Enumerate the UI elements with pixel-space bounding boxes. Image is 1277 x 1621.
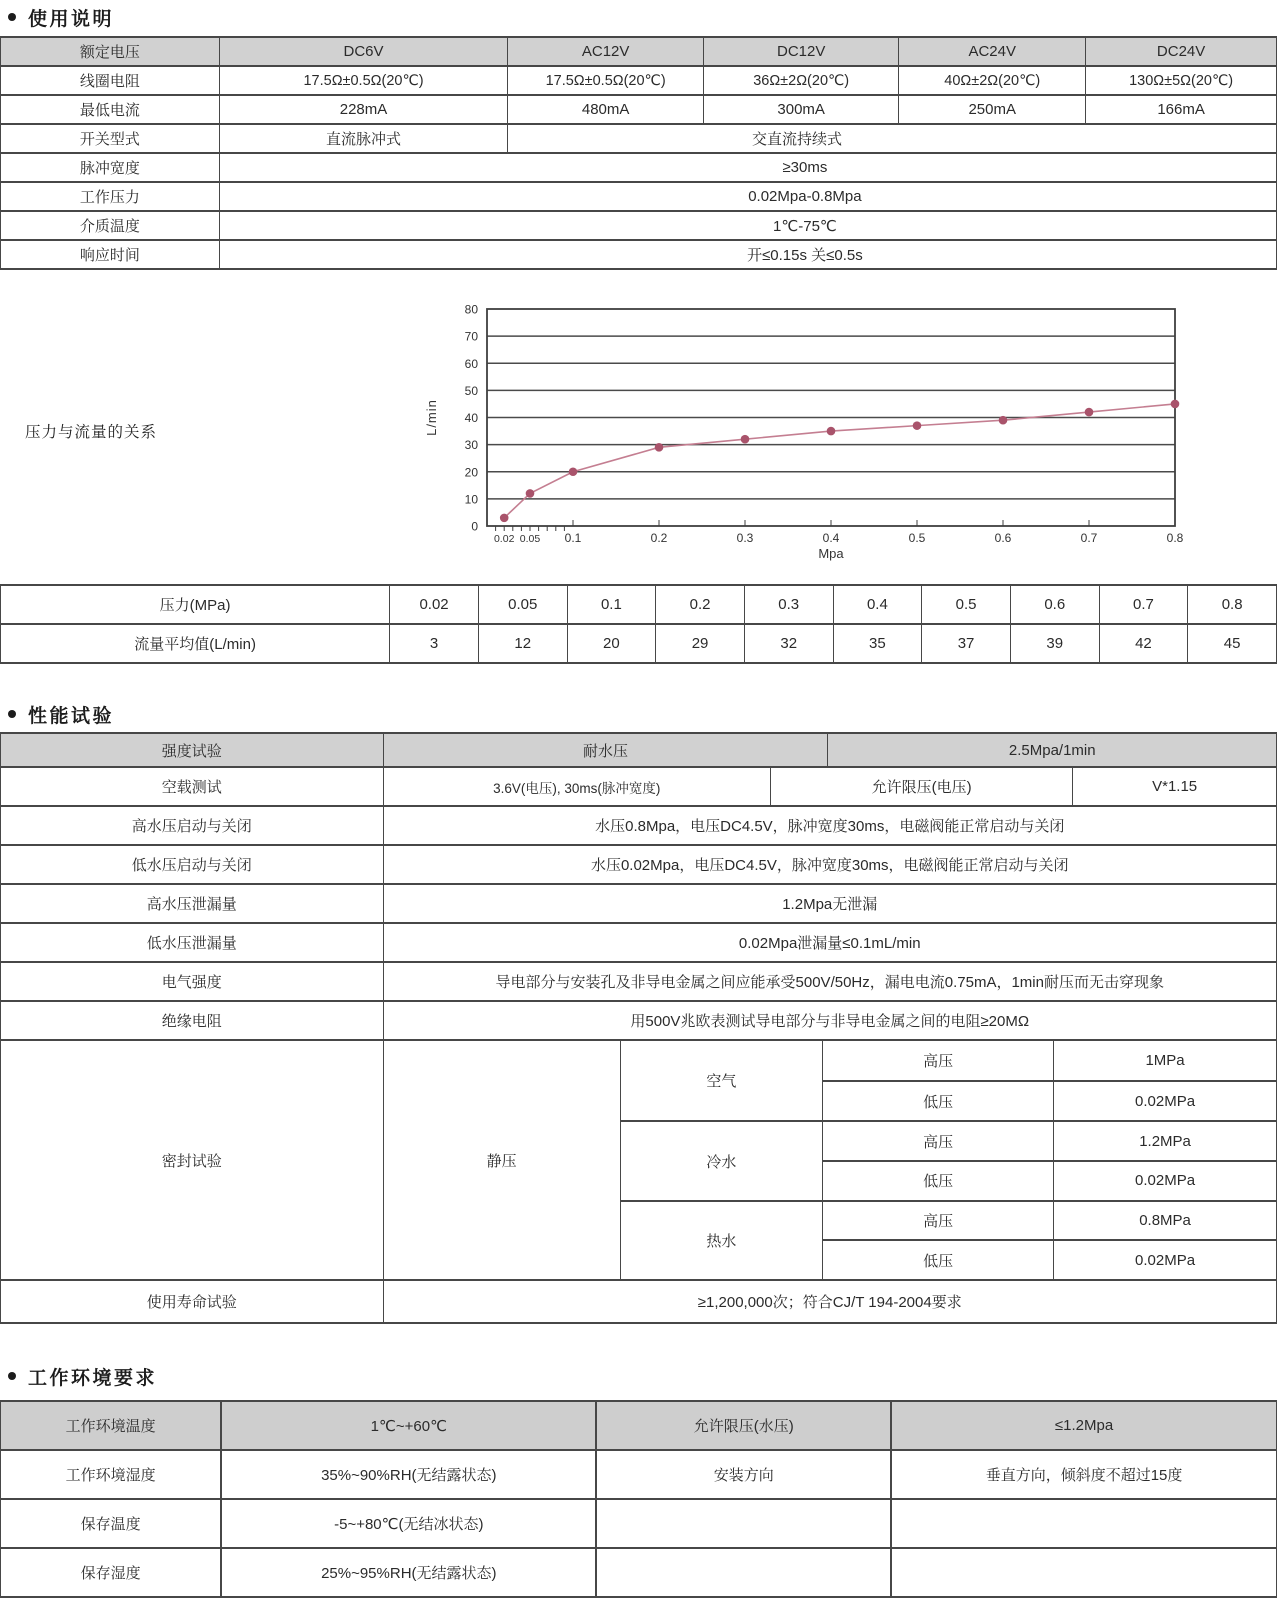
cell: 静压 (384, 1041, 621, 1279)
cell: 1MPa (1145, 1051, 1185, 1069)
y-tick-label: 70 (464, 329, 478, 344)
cell: V*1.15 (1152, 778, 1198, 795)
seal-groups (621, 1041, 1276, 1279)
cell (1086, 124, 1277, 153)
section-title-usage-text: 使用说明 (28, 8, 115, 30)
data-point (827, 427, 836, 436)
data-point (999, 416, 1008, 425)
x-tick-label: 0.3 (736, 531, 754, 545)
data-point (500, 514, 509, 523)
table-row (1, 124, 1277, 153)
flow-chart-section (0, 284, 1277, 561)
cell: 3.6V(电压), 30ms(脉冲宽度) (384, 768, 772, 805)
cell (891, 1499, 1276, 1548)
row-label: 使用寿命试验 (1, 1281, 384, 1322)
cell: 228mA (219, 95, 507, 124)
table-row (823, 1122, 1276, 1160)
row-label: 低水压泄漏量 (1, 924, 384, 961)
data-point (913, 421, 922, 430)
x-tick-label: 0.2 (650, 531, 668, 545)
row-label: 绝缘电阻 (1, 1002, 384, 1039)
cell: 32 (744, 624, 833, 663)
y-tick-label: 10 (464, 492, 478, 507)
cell: 高压 (823, 1041, 1054, 1080)
cell: 3 (390, 624, 479, 663)
table-row (1, 1281, 1276, 1322)
y-tick-label: 50 (464, 383, 478, 398)
cell: 42 (1099, 624, 1188, 663)
cell: 0.3 (744, 585, 833, 624)
row-label: 高水压泄漏量 (1, 885, 384, 922)
row-label: 开关型式 (1, 124, 220, 153)
table-row (1, 1548, 1277, 1597)
bullet-icon (8, 1372, 16, 1380)
row-label: 脉冲宽度 (1, 153, 220, 182)
cell: 45 (1188, 624, 1277, 663)
row-label: 保存湿度 (1, 1548, 222, 1597)
cell: -5~+80℃(无结冰状态) (221, 1499, 596, 1548)
row-label: 保存温度 (1, 1499, 222, 1548)
cell: 35%~90%RH(无结露状态) (221, 1450, 596, 1499)
cell: 37 (922, 624, 1011, 663)
cell: 允许限压(电压) (771, 768, 1073, 805)
section-title-performance-text: 性能试验 (28, 705, 115, 727)
cell: 12 (478, 624, 567, 663)
cell: 0.6 (1010, 585, 1099, 624)
data-point (1085, 408, 1094, 417)
header-cell: 2.5Mpa/1min (1008, 741, 1096, 759)
cell: 0.2 (656, 585, 745, 624)
header-cell: 耐水压 (384, 734, 829, 766)
cell: 水压0.8Mpa，电压DC4.5V，脉冲宽度30ms，电磁阀能正常启动与关闭 (595, 818, 1065, 835)
cell: 0.8MPa (1139, 1212, 1191, 1229)
table-row (823, 1239, 1276, 1279)
row-label: 密封试验 (1, 1041, 384, 1279)
table-row (1, 211, 1277, 240)
medium-label: 冷水 (621, 1122, 824, 1199)
table-row (1, 624, 1277, 663)
row-label: 工作环境湿度 (1, 1450, 222, 1499)
medium-label: 空气 (621, 1041, 824, 1120)
spec-header-cell: 额定电压 (1, 37, 220, 66)
table-row (1, 963, 1276, 1002)
section-title-usage (0, 5, 1277, 29)
chart-title: 压力与流量的关系 (25, 424, 158, 441)
cell: 130Ω±5Ω(20℃) (1086, 66, 1277, 95)
environment-header-row (1, 1401, 1277, 1450)
cell: 直流脉冲式 (219, 124, 507, 153)
cell: 1℃~+60℃ (221, 1401, 596, 1450)
y-axis-label: L/min (424, 399, 439, 436)
cell: 0.1 (567, 585, 656, 624)
y-tick-label: 40 (464, 411, 478, 425)
cell: 低压 (823, 1241, 1054, 1279)
x-tick-label: 0.1 (564, 531, 582, 545)
seal-group-air (621, 1041, 1276, 1120)
x-tick-label: 0.05 (519, 533, 541, 545)
table-row (1, 885, 1276, 924)
cell: 0.7 (1099, 585, 1188, 624)
table-row (1, 846, 1276, 885)
cell: 0.02MPa (1135, 1092, 1196, 1110)
y-tick-label: 0 (471, 519, 478, 534)
table-row (1, 182, 1277, 211)
bullet-icon (8, 710, 16, 718)
cell: 250mA (899, 95, 1086, 124)
section-title-performance (0, 702, 1277, 726)
cell (596, 1499, 891, 1548)
row-label: 流量平均值(L/min) (1, 624, 390, 663)
header-cell: 强度试验 (1, 734, 384, 766)
row-label: 工作环境温度 (1, 1401, 222, 1450)
data-point (741, 435, 750, 444)
data-point (569, 467, 578, 476)
cell: 17.5Ω±0.5Ω(20℃) (219, 66, 507, 95)
table-row (823, 1202, 1276, 1240)
table-row (823, 1080, 1276, 1121)
data-point (1171, 400, 1180, 409)
table-row (1, 768, 1276, 807)
table-row (823, 1160, 1276, 1200)
row-label: 线圈电阻 (1, 66, 220, 95)
row-label: 低水压启动与关闭 (1, 846, 384, 883)
cell: 480mA (508, 95, 704, 124)
cell: 0.8 (1188, 585, 1277, 624)
row-label: 最低电流 (1, 95, 220, 124)
cell: 低压 (823, 1162, 1054, 1200)
data-point (526, 489, 535, 498)
y-tick-label: 30 (464, 438, 478, 453)
table-row (1, 585, 1277, 624)
performance-header-row (1, 734, 1276, 768)
data-point (655, 443, 664, 452)
row-label: 压力(MPa) (1, 585, 390, 624)
cell: 导电部分与安装孔及非导电金属之间应能承受500V/50Hz，漏电电流0.75mA，1min耐压而无击穿现象 (495, 974, 1164, 991)
spec-header-cell: AC24V (899, 37, 1086, 66)
cell: 29 (656, 624, 745, 663)
table-row (1, 66, 1277, 95)
cell: 高压 (823, 1202, 1054, 1240)
cell: 0.02Mpa泄漏量≤0.1mL/min (738, 935, 921, 952)
cell: ≥1,200,000次；符合CJ/T 194-2004要求 (697, 1294, 962, 1311)
table-row (823, 1041, 1276, 1080)
cell: 35 (833, 624, 922, 663)
row-label: 介质温度 (1, 211, 220, 240)
x-axis-label: Mpa (818, 546, 844, 561)
cell: 0.02 (390, 585, 479, 624)
cell: ≥30ms (219, 153, 1276, 182)
cell: 低压 (823, 1082, 1054, 1121)
table-row (1, 807, 1276, 846)
cell: 高压 (823, 1122, 1054, 1160)
x-tick-label: 0.8 (1166, 531, 1184, 545)
cell: 1.2MPa (1139, 1132, 1191, 1150)
seal-group-cold-water (621, 1120, 1276, 1199)
x-tick-label: 0.5 (908, 531, 926, 545)
x-tick-label: 0.4 (822, 531, 840, 545)
environment-table (0, 1400, 1277, 1598)
cell: 0.5 (922, 585, 1011, 624)
cell: 0.02MPa (1135, 1251, 1196, 1269)
table-row (1, 924, 1276, 963)
bullet-icon (8, 13, 16, 21)
table-row (1, 1450, 1277, 1499)
cell: 40Ω±2Ω(20℃) (899, 66, 1086, 95)
pressure-flow-table (0, 584, 1277, 664)
x-tick-label: 0.7 (1080, 531, 1098, 545)
cell (596, 1548, 891, 1597)
cell: 20 (567, 624, 656, 663)
table-row (1, 95, 1277, 124)
cell: 0.05 (478, 585, 567, 624)
medium-label: 热水 (621, 1202, 824, 1279)
section-title-environment-text: 工作环境要求 (28, 1367, 158, 1389)
cell (891, 1548, 1276, 1597)
cell: 1℃-75℃ (219, 211, 1276, 240)
row-label: 空载测试 (1, 768, 384, 805)
seal-group-hot-water (621, 1200, 1276, 1279)
row-label: 高水压启动与关闭 (1, 807, 384, 844)
data-line (504, 404, 1175, 518)
row-label: 响应时间 (1, 240, 220, 269)
cell: 0.02Mpa-0.8Mpa (219, 182, 1276, 211)
spec-header-cell: AC12V (508, 37, 704, 66)
spec-header-cell: DC12V (704, 37, 899, 66)
cell: 用500V兆欧表测试导电部分与非导电金属之间的电阻≥20MΩ (630, 1013, 1030, 1030)
cell: 0.4 (833, 585, 922, 624)
spec-table (0, 36, 1277, 270)
y-tick-label: 80 (464, 302, 478, 317)
cell: 开≤0.15s 关≤0.5s (219, 240, 1276, 269)
cell: 交直流持续式 (508, 124, 1086, 153)
section-title-environment (0, 1364, 1277, 1388)
y-tick-label: 60 (464, 356, 478, 371)
spec-header-cell: DC24V (1086, 37, 1277, 66)
cell: 安装方向 (596, 1450, 891, 1499)
cell: ≤1.2Mpa (891, 1401, 1276, 1450)
table-row (1, 1499, 1277, 1548)
cell: 水压0.02Mpa，电压DC4.5V，脉冲宽度30ms，电磁阀能正常启动与关闭 (590, 857, 1069, 874)
cell: 17.5Ω±0.5Ω(20℃) (508, 66, 704, 95)
cell: 允许限压(水压) (596, 1401, 891, 1450)
x-tick-label: 0.02 (493, 533, 515, 545)
x-tick-label: 0.6 (994, 531, 1012, 545)
cell: 300mA (704, 95, 899, 124)
row-label: 电气强度 (1, 963, 384, 1000)
cell: 1.2Mpa无泄漏 (782, 896, 878, 913)
y-tick-label: 20 (464, 465, 478, 480)
table-row (1, 1002, 1276, 1041)
cell: 0.02MPa (1135, 1172, 1196, 1190)
row-label: 工作压力 (1, 182, 220, 211)
table-row (1, 153, 1277, 182)
spec-table-header-row (1, 37, 1277, 66)
table-row (1, 240, 1277, 269)
performance-table (0, 732, 1277, 1324)
seal-test-row (1, 1041, 1276, 1281)
cell: 36Ω±2Ω(20℃) (704, 66, 899, 95)
cell: 39 (1010, 624, 1099, 663)
cell: 25%~95%RH(无结露状态) (221, 1548, 596, 1597)
flow-chart-svg (0, 284, 1277, 564)
spec-header-cell: DC6V (219, 37, 507, 66)
cell: 166mA (1086, 95, 1277, 124)
cell: 垂直方向，倾斜度不超过15度 (891, 1450, 1276, 1499)
